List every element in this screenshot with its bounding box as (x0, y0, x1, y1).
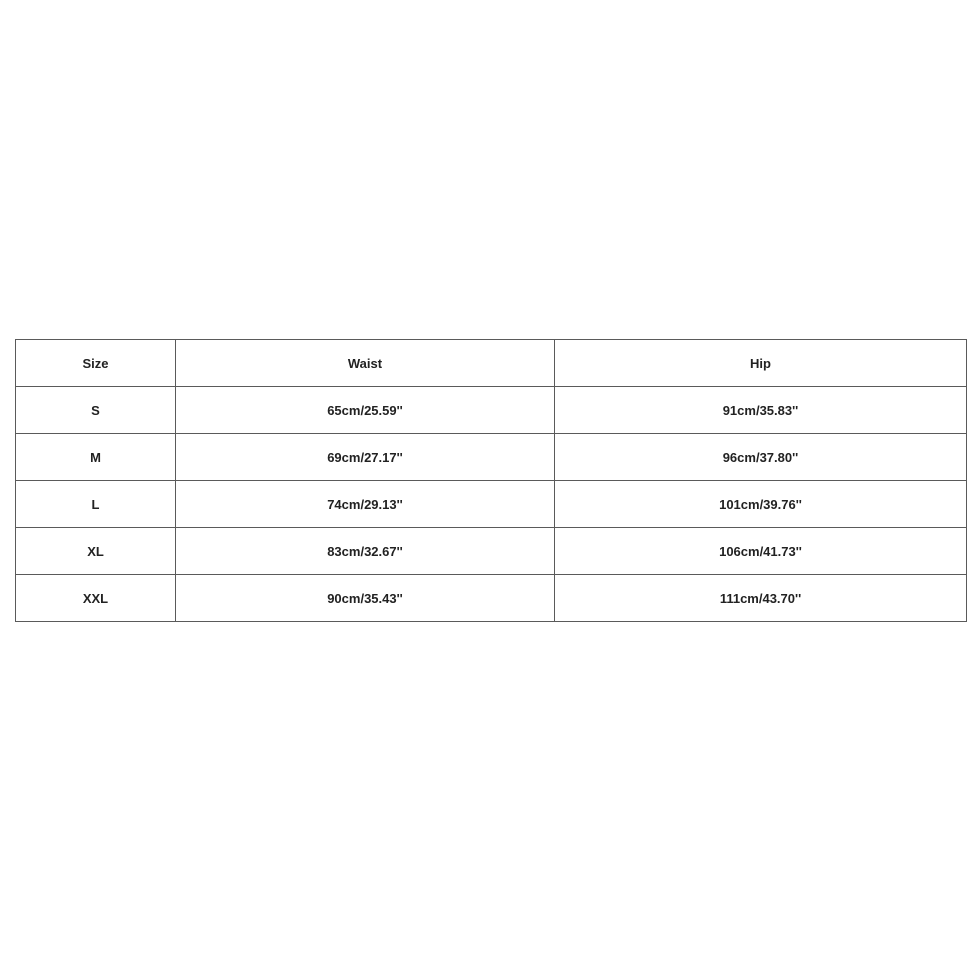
table-row (16, 528, 967, 575)
cell-size: S (16, 387, 176, 434)
size-chart-header (16, 340, 967, 387)
size-chart-body (16, 387, 967, 622)
cell-size: XL (16, 528, 176, 575)
cell-waist: 65cm/25.59'' (176, 387, 555, 434)
header-waist: Waist (176, 340, 555, 387)
cell-waist: 69cm/27.17'' (176, 434, 555, 481)
cell-hip: 96cm/37.80'' (555, 434, 967, 481)
cell-size: XXL (16, 575, 176, 622)
table-row (16, 387, 967, 434)
header-hip: Hip (555, 340, 967, 387)
table-row (16, 575, 967, 622)
cell-hip: 111cm/43.70'' (555, 575, 967, 622)
cell-waist: 83cm/32.67'' (176, 528, 555, 575)
header-size: Size (16, 340, 176, 387)
table-row (16, 481, 967, 528)
cell-waist: 74cm/29.13'' (176, 481, 555, 528)
cell-hip: 101cm/39.76'' (555, 481, 967, 528)
cell-hip: 106cm/41.73'' (555, 528, 967, 575)
cell-hip: 91cm/35.83'' (555, 387, 967, 434)
cell-size: L (16, 481, 176, 528)
cell-size: M (16, 434, 176, 481)
cell-waist: 90cm/35.43'' (176, 575, 555, 622)
header-row (16, 340, 967, 387)
size-chart-table (15, 339, 967, 622)
table-row (16, 434, 967, 481)
